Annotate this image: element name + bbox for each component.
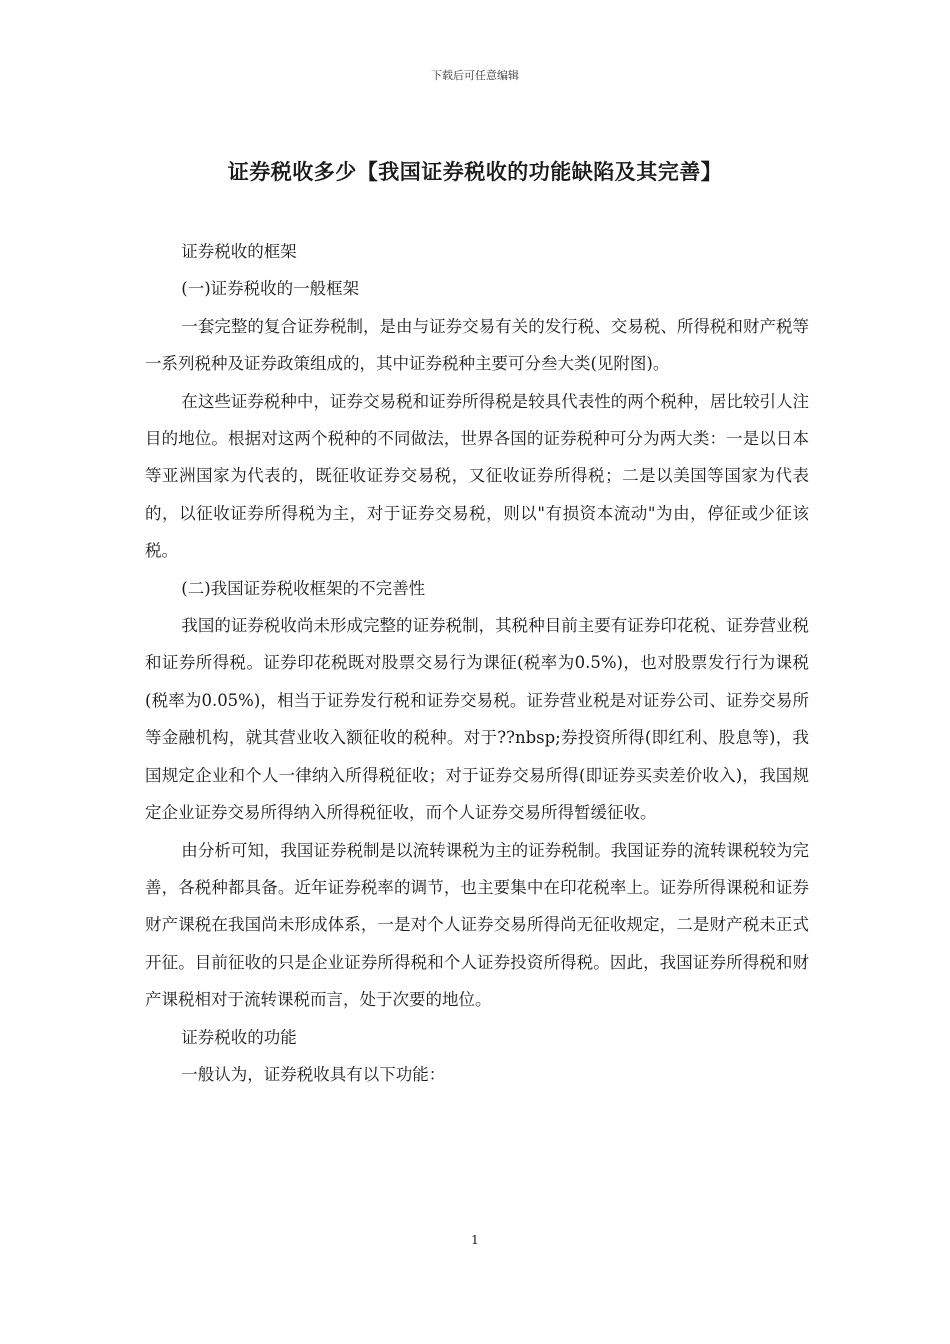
subsection-heading: (一)证券税收的一般框架: [181, 279, 360, 299]
header-note: 下载后可任意编辑: [431, 69, 519, 82]
body-paragraph: 由分析可知，我国证券税制是以流转课税为主的证券税制。我国证券的流转课税较为完善，各税种都具备。近年证券税率的调节，也主要集中在印花税率上。证券所得课税和证券财产课税在我国尚未形成体系，一是对个人证券交易所得尚无征收规定，二是财产税未正式开征。目前征收的只是企业证券所得税和个人证券投资所得税。因此，我国证券所得税和财产课税相对于流转课税而言，处于次要的地位。: [145, 840, 809, 1010]
section-heading: 证券税收的框架: [181, 242, 297, 261]
body-paragraph: 一套完整的复合证券税制，是由与证券交易有关的发行税、交易税、所得税和财产税等一系列税种及证券政策组成的，其中证券税种主要可分叁大类(见附图)。: [145, 316, 809, 374]
document-title: 证券税收多少【我国证券税收的功能缺陷及其完善】: [227, 159, 723, 184]
body-paragraph: 我国的证券税收尚未形成完整的证券税制，其税种目前主要有证券印花税、证券营业税和证券所得税。证券印花税既对股票交易行为课征(税率为0.5%)，也对股票发行行为课税(税率为0.05%)，相当于证券发行税和证券交易税。证券营业税是对证券公司、证券交易所等金融机构，就其营业收入额征收的税种。对于??nbsp;券投资所得(即红利、股息等)，我国规定企业和个人一律纳入所得税征收；对于证券交易所得(即证券买卖差价收入)，我国规定企业证券交易所得纳入所得税征收，而个人证券交易所得暂缓征收。: [145, 616, 809, 823]
document-body: [145, 233, 809, 1093]
body-paragraph: 一般认为，证券税收具有以下功能：: [181, 1064, 446, 1084]
subsection-heading: (二)我国证券税收框架的不完善性: [181, 578, 426, 598]
section-heading: 证券税收的功能: [181, 1027, 297, 1047]
body-paragraph: 在这些证券税种中，证券交易税和证券所得税是较具代表性的两个税种，居比较引人注目的地位。根据对这两个税种的不同做法，世界各国的证券税种可分为两大类：一是以日本等亚洲国家为代表的，既征收证券交易税，又征收证券所得税；二是以美国等国家为代表的，以征收证券所得税为主，对于证券交易税，则以"有损资本流动"为由，停征或少征该税。: [145, 391, 809, 561]
page-number: 1: [471, 1233, 479, 1247]
